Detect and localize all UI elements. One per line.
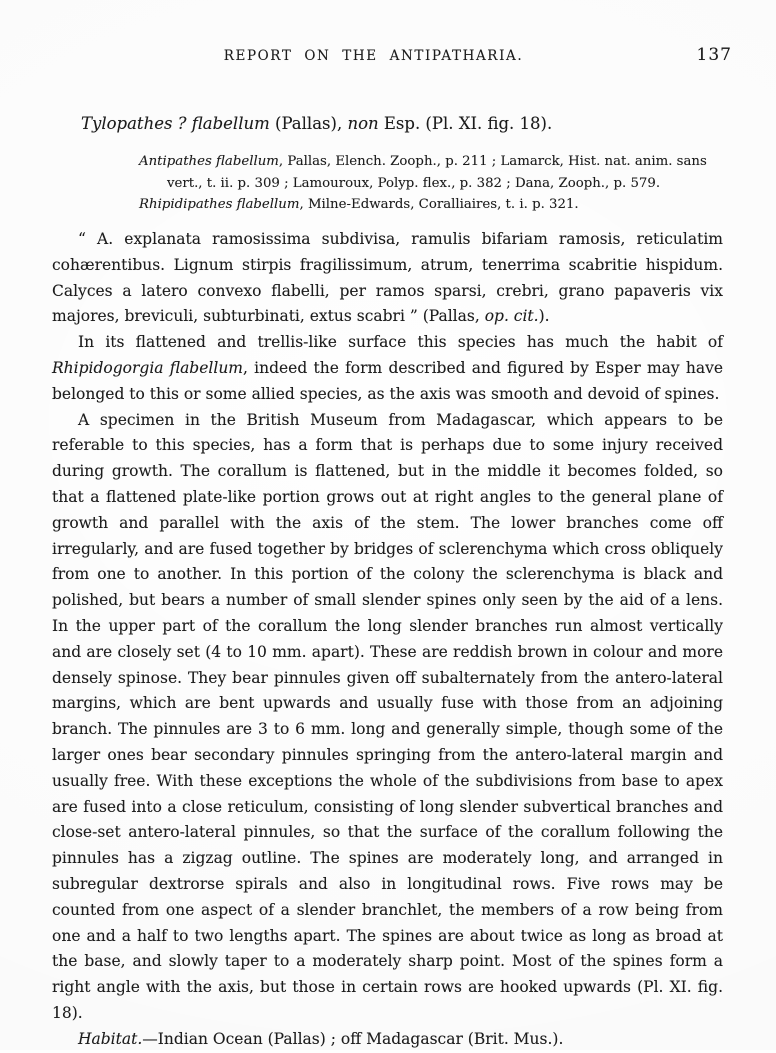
species-heading-name: Tylopathes ? flabellum	[81, 114, 270, 133]
habit-paragraph	[52, 330, 723, 407]
species-heading-qualifier: non	[347, 114, 379, 133]
synonym-citation: , Pallas, Elench. Zooph., p. 211 ; Lamarck, Hist. nat. anim. sans vert., t. ii. p. 309 ; Lamouroux, Polyp. flex., p. 382 ; Dana, Zooph., p. 579.	[167, 154, 707, 191]
synonymy-block	[139, 151, 723, 216]
habitat-label: Habitat.	[78, 1029, 143, 1048]
op-cit-reference: op. cit.	[484, 307, 539, 326]
latin-description-close: ).	[538, 307, 550, 326]
synonym-entry	[139, 151, 723, 194]
latin-description-paragraph	[52, 227, 723, 330]
species-heading-authority: (Pallas),	[269, 114, 348, 133]
habit-text-after: , indeed the form described and figured by Esper may have belonged to this or some allied species, as the axis was smooth and devoid of spines.	[52, 358, 723, 403]
synonym-citation: , Milne-Edwards, Coralliaires, t. i. p. 321.	[299, 197, 579, 212]
habit-text-before: In its flattened and trellis-like surface this species has much the habit of	[78, 333, 723, 352]
synonym-name: Rhipidipathes flabellum	[139, 197, 300, 212]
compared-species-name: Rhipidogorgia flabellum	[52, 358, 244, 377]
latin-description-text: “ A. explanata ramosissima subdivisa, ramulis bifariam ramosis, reticulatim cohærentibus. Lignum stirpis fragilissimum, atrum, tenerrima scabritie hispidum. Calyces a latero convexo flabelli, per ramos sparsi, crebri, grano papaveris vix majores, breviculi, subturbinati, extus scabri ” (Pallas,	[52, 230, 723, 326]
habitat-line	[52, 1027, 723, 1053]
body-text	[52, 227, 723, 1053]
synonym-name: Antipathes flabellum	[139, 154, 279, 169]
running-header	[52, 45, 732, 72]
synonym-entry	[139, 194, 723, 216]
report-title: REPORT ON THE ANTIPATHARIA.	[223, 48, 524, 64]
specimen-paragraph: A specimen in the British Museum from Madagascar, which appears to be referable to this species, has a form that is perhaps due to some injury received during growth. The corallum is flattened, but in the middle it becomes folded, so that a flattened plate-like portion grows out at right angles to the general plane of growth and parallel with the axis of the stem. The lower branches come off irregularly, and are fused together by bridges of sclerenchyma which cross obliquely from one to another. In this portion of the colony the sclerenchyma is black and polished, but bears a number of small slender spines only seen by the aid of a lens. In the upper part of the corallum the long slender branches run almost vertically and are closely set (4 to 10 mm. apart). These are reddish brown in colour and more densely spinose. They bear pinnules given off subalternately from the antero-lateral margins, which are bent upwards and usually fuse with those from an adjoining branch. The pinnules are 3 to 6 mm. long and generally simple, though some of the larger ones bear secondary pinnules springing from the antero-lateral margin and usually free. With these exceptions the whole of the subdivisions from base to apex are fused into a close reticulum, consisting of long slender subvertical branches and close-set antero-lateral pinnules, so that the surface of the corallum following the pinnules has a zigzag outline. The spines are moderately long, and arranged in subregular dextrorse spirals and also in longitudinal rows. Five rows may be counted from one aspect of a slender branchlet, the members of a row being from one and a half to two lengths apart. The spines are about twice as long as broad at the base, and slowly taper to a moderately sharp point. Most of the spines form a right angle with the axis, but those in certain rows are hooked upwards (Pl. XI. fig. 18).	[52, 410, 723, 1022]
species-heading-reference: Esp. (Pl. XI. fig. 18).	[378, 114, 553, 133]
habitat-text: —Indian Ocean (Pallas) ; off Madagascar (Brit. Mus.).	[142, 1029, 564, 1048]
page-number: 137	[696, 45, 732, 65]
species-heading	[81, 114, 552, 133]
